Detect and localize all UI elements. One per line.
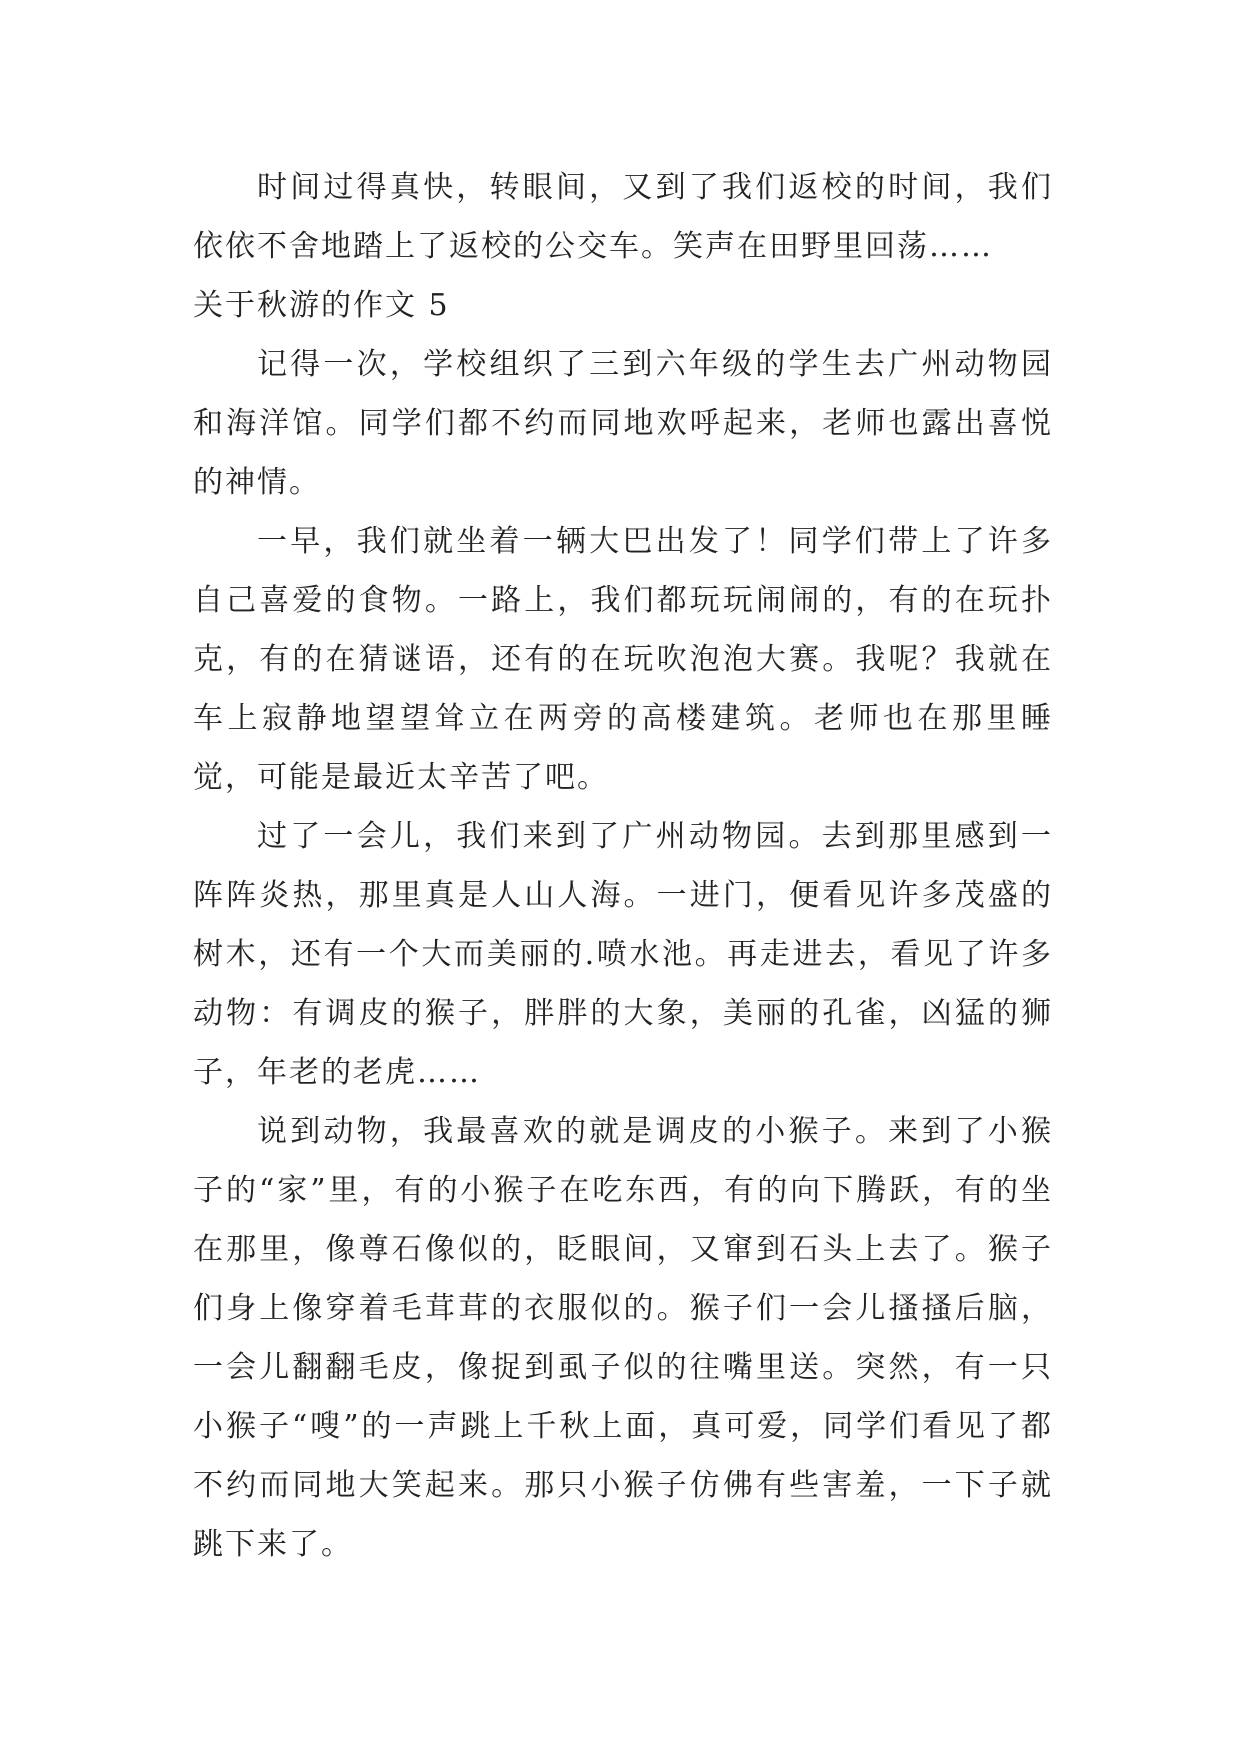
- paragraph-school-trip: 记得一次，学校组织了三到六年级的学生去广州动物园和海洋馆。同学们都不约而同地欢呼起来，老师也露出喜悦的神情。: [193, 347, 1053, 500]
- document-body: [193, 158, 1053, 1574]
- section-heading: 关于秋游的作文 5: [193, 288, 450, 323]
- paragraph-bus-ride: 一早，我们就坐着一辆大巴出发了！同学们带上了许多自己喜爱的食物。一路上，我们都玩玩闹闹的，有的在玩扑克，有的在猜谜语，还有的在玩吹泡泡大赛。我呢？我就在车上寂静地望望耸立在两旁的高楼建筑。老师也在那里睡觉，可能是最近太辛苦了吧。: [193, 524, 1053, 795]
- paragraph-zoo-arrival: 过了一会儿，我们来到了广州动物园。去到那里感到一阵阵炎热，那里真是人山人海。一进门，便看见许多茂盛的树木，还有一个大而美丽的.喷水池。再走进去，看见了许多动物：有调皮的猴子，胖胖的大象，美丽的孔雀，凶猛的狮子，年老的老虎……: [193, 819, 1053, 1090]
- paragraph-return-trip: 时间过得真快，转眼间，又到了我们返校的时间，我们依依不舍地踏上了返校的公交车。笑声在田野里回荡……: [193, 170, 1053, 264]
- paragraph-monkeys: 说到动物，我最喜欢的就是调皮的小猴子。来到了小猴子的“家”里，有的小猴子在吃东西，有的向下腾跃，有的坐在那里，像尊石像似的，眨眼间，又窜到石头上去了。猴子们身上像穿着毛茸茸的衣服似的。猴子们一会儿搔搔后脑，一会儿翻翻毛皮，像捉到虱子似的往嘴里送。突然，有一只小猴子“嗖”的一声跳上千秋上面，真可爱，同学们看见了都不约而同地大笑起来。那只小猴子仿佛有些害羞，一下子就跳下来了。: [193, 1114, 1053, 1562]
